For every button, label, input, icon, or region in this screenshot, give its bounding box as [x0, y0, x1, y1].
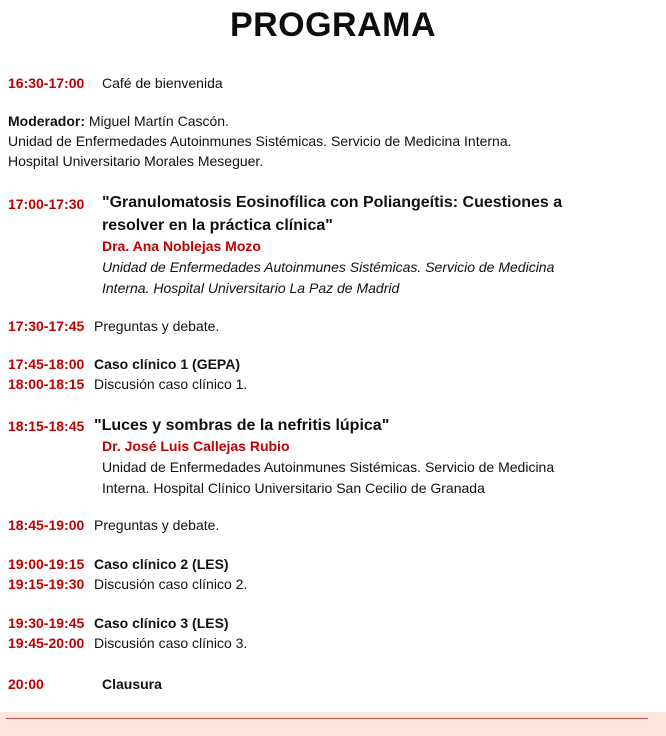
case2-text: Caso clínico 2 (LES) — [94, 556, 229, 572]
talk2-speaker: Dr. José Luis Callejas Rubio — [102, 438, 290, 454]
disc1-text: Discusión caso clínico 1. — [94, 376, 248, 392]
moderator-label: Moderador: — [8, 113, 85, 129]
qa2-time: 18:45-19:00 — [8, 517, 85, 533]
case2-time: 19:00-19:15 — [8, 556, 85, 572]
moderator-affiliation-1: Unidad de Enfermedades Autoinmunes Sistémicas. Servicio de Medicina Interna. — [8, 133, 512, 149]
talk1-affiliation-2: Interna. Hospital Universitario La Paz de Madrid — [102, 280, 400, 296]
time-label: 16:30-17:00 — [8, 75, 85, 91]
qa1-text: Preguntas y debate. — [94, 318, 220, 334]
disc1-time: 18:00-18:15 — [8, 376, 85, 392]
case3-text: Caso clínico 3 (LES) — [94, 615, 229, 631]
talk1-title-line2: resolver en la práctica clínica" — [102, 217, 333, 234]
qa1-time: 17:30-17:45 — [8, 318, 85, 334]
case1-text: Caso clínico 1 (GEPA) — [94, 356, 240, 372]
talk1-affiliation-1: Unidad de Enfermedades Autoinmunes Sistémicas. Servicio de Medicina — [102, 259, 555, 275]
talk1-time: 17:00-17:30 — [8, 196, 85, 212]
case1-time: 17:45-18:00 — [8, 356, 85, 372]
schedule-item-cafe — [8, 75, 84, 93]
talk1-speaker: Dra. Ana Noblejas Mozo — [102, 238, 261, 254]
talk2-title: "Luces y sombras de la nefritis lúpica" — [94, 417, 390, 434]
disc3-time: 19:45-20:00 — [8, 635, 85, 651]
talk2-time: 18:15-18:45 — [8, 418, 85, 434]
qa2-text: Preguntas y debate. — [94, 517, 220, 533]
talk1-title-line1: "Granulomatosis Eosinofílica con Poliangeítis: Cuestiones a — [102, 194, 563, 211]
moderator-affiliation-2: Hospital Universitario Morales Meseguer. — [8, 153, 264, 169]
moderator-block — [8, 111, 229, 131]
disc2-text: Discusión caso clínico 2. — [94, 576, 248, 592]
closing-time: 20:00 — [8, 676, 44, 692]
talk2-affiliation-2: Interna. Hospital Clínico Universitario San Cecilio de Granada — [102, 480, 485, 496]
item-text: Café de bienvenida — [102, 75, 223, 91]
moderator-name: Miguel Martín Cascón. — [88, 113, 229, 129]
closing-text: Clausura — [102, 676, 162, 692]
case3-time: 19:30-19:45 — [8, 615, 85, 631]
talk2-affiliation-1: Unidad de Enfermedades Autoinmunes Sistémicas. Servicio de Medicina — [102, 459, 555, 475]
disc3-text: Discusión caso clínico 3. — [94, 635, 248, 651]
page-title: PROGRAMA — [229, 6, 437, 44]
footer-divider — [6, 718, 648, 719]
footer-band — [0, 712, 666, 736]
disc2-time: 19:15-19:30 — [8, 576, 85, 592]
